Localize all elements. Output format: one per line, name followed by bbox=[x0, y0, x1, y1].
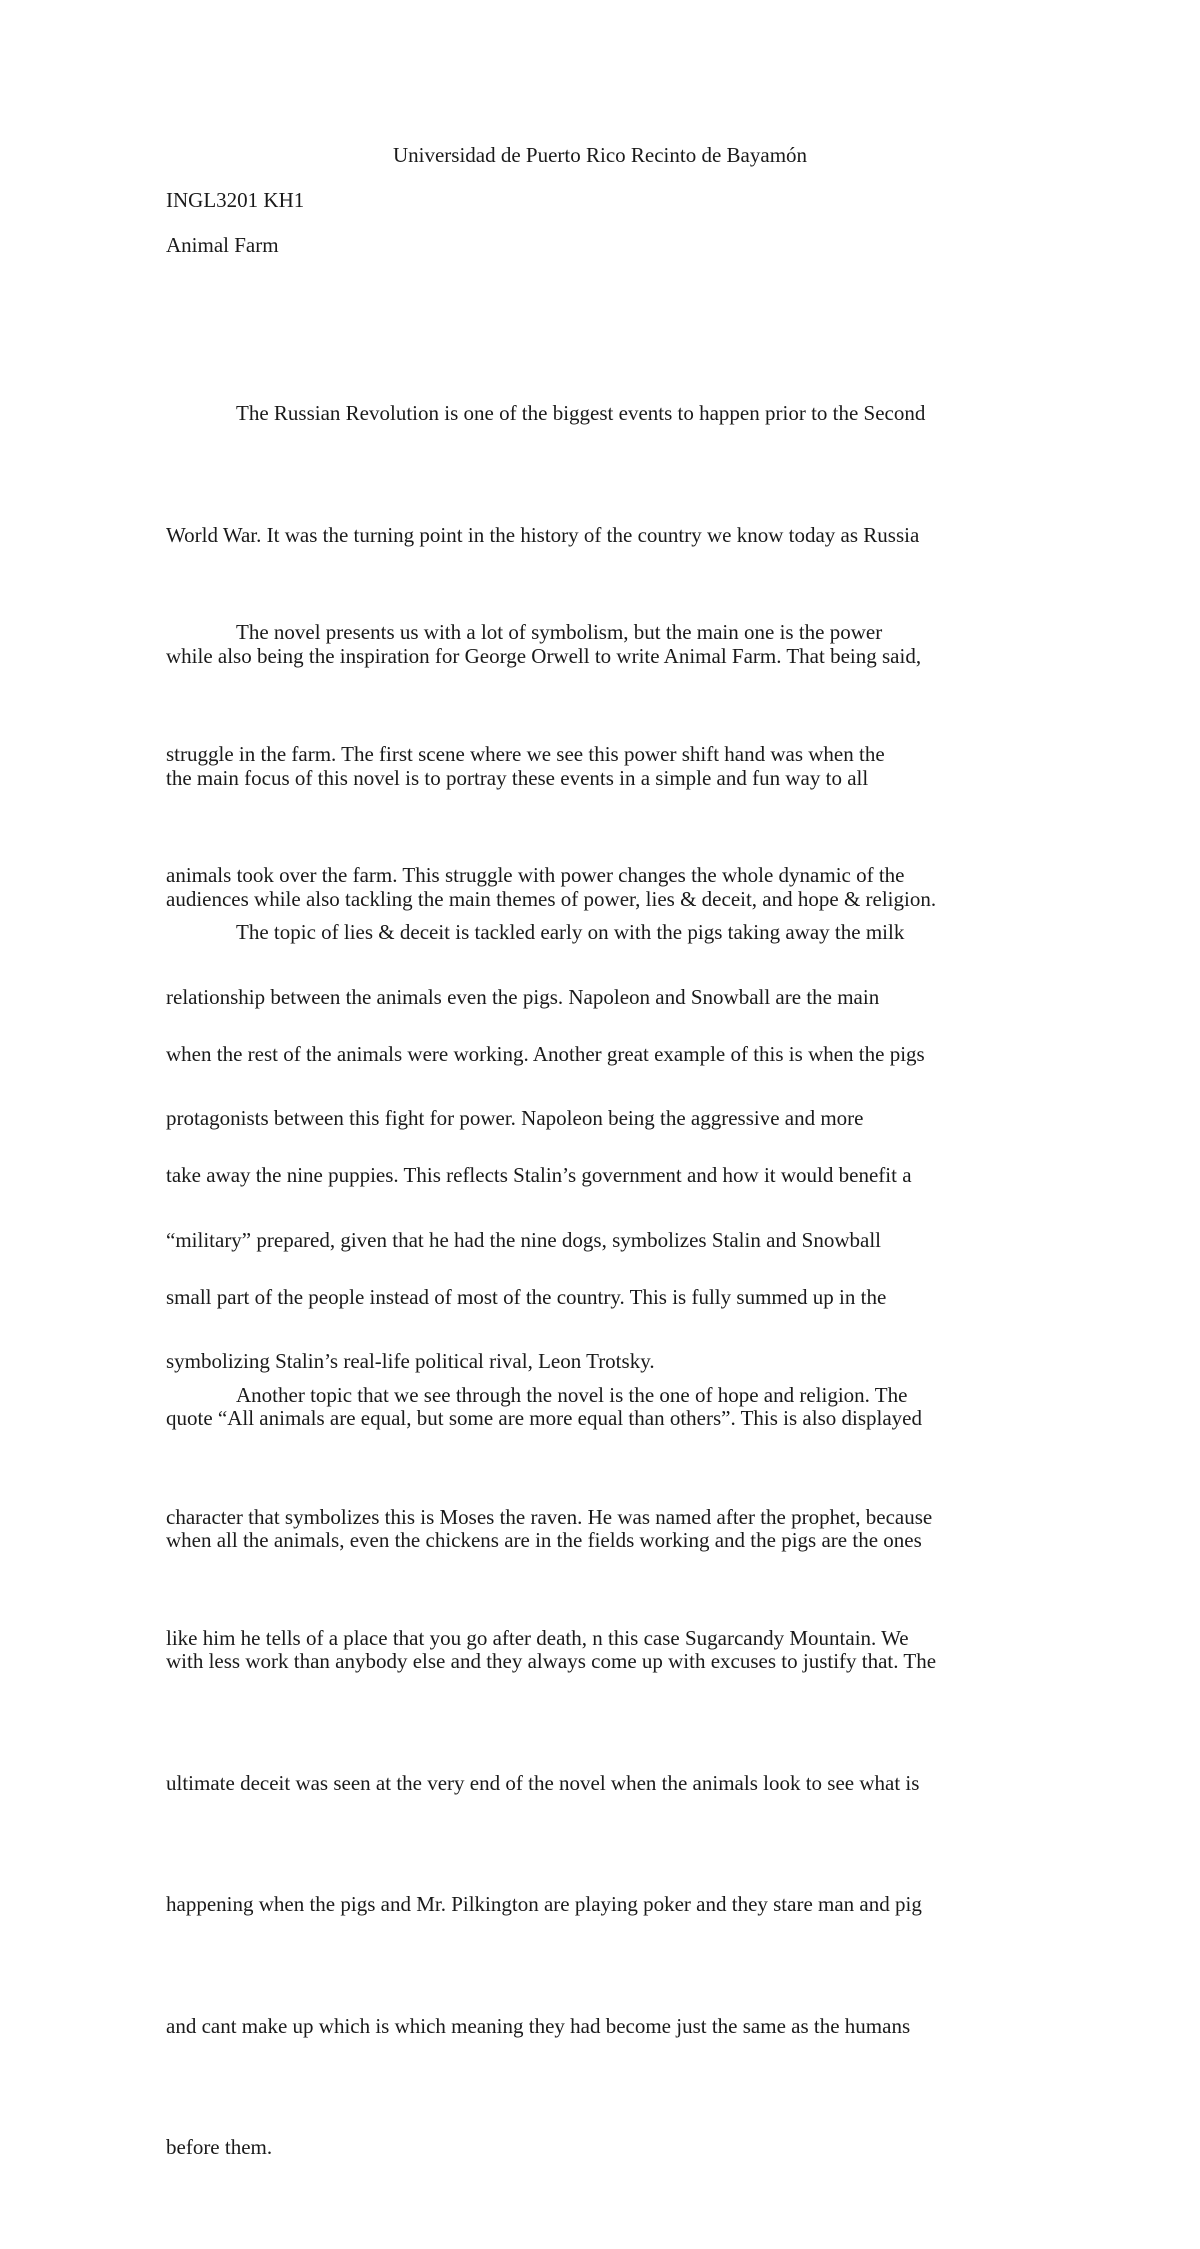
paragraph-line: like him he tells of a place that you go after death, n this case Sugarcandy Mountain. We bbox=[166, 1626, 909, 1650]
paragraph-line: The topic of lies & deceit is tackled early on with the pigs taking away the milk bbox=[236, 920, 905, 944]
paragraph-hope-religion bbox=[166, 1294, 932, 1740]
paragraph-line: when all the animals, even the chickens are in the fields working and the pigs are the ones bbox=[166, 1527, 922, 1552]
paragraph-line: animals took over the farm. This struggle with power changes the whole dynamic of the bbox=[166, 863, 905, 887]
paragraph-line: while also being the inspiration for George Orwell to write Animal Farm. That being said, bbox=[166, 644, 922, 668]
paragraph-line: small part of the people instead of most of the country. This is fully summed up in the bbox=[166, 1284, 887, 1309]
paragraph-line: “military” prepared, given that he had the nine dogs, symbolizes Stalin and Snowball bbox=[166, 1227, 881, 1252]
paragraph-line: ultimate deceit was seen at the very end of the novel when the animals look to see what is bbox=[166, 1770, 920, 1795]
paragraph-line: character that symbolizes this is Moses the raven. He was named after the prophet, because bbox=[166, 1504, 933, 1529]
essay-title: Animal Farm bbox=[166, 233, 279, 257]
paragraph-line: protagonists between this fight for power. Napoleon being the aggressive and more bbox=[166, 1106, 864, 1130]
paragraph-line: and cant make up which is which meaning they had become just the same as the humans bbox=[166, 2013, 911, 2038]
paragraph-line: when the rest of the animals were working. Another great example of this is when the pigs bbox=[166, 1041, 925, 1066]
course-code: INGL3201 KH1 bbox=[166, 188, 305, 212]
paragraph-line: before them. bbox=[166, 2135, 273, 2159]
paragraph-line: World War. It was the turning point in the history of the country we know today as Russia bbox=[166, 522, 920, 547]
paragraph-line: take away the nine puppies. This reflects Stalin’s government and how it would benefit a bbox=[166, 1163, 912, 1187]
paragraph-line: The novel presents us with a lot of symbolism, but the main one is the power bbox=[236, 620, 883, 644]
paragraph-line: The Russian Revolution is one of the biggest events to happen prior to the Second bbox=[236, 401, 926, 425]
paragraph-line: audiences while also tackling the main themes of power, lies & deceit, and hope & religion. bbox=[166, 887, 937, 911]
paragraph-line: Another topic that we see through the novel is the one of hope and religion. The bbox=[236, 1383, 908, 1407]
paragraph-line: quote “All animals are equal, but some are more equal than others”. This is also displayed bbox=[166, 1406, 922, 1430]
paragraph-line: the main focus of this novel is to portray these events in a simple and fun way to all bbox=[166, 765, 869, 790]
paragraph-line: symbolizing Stalin’s real-life political rival, Leon Trotsky. bbox=[166, 1349, 655, 1373]
paragraph-line: struggle in the farm. The first scene where we see this power shift hand was when the bbox=[166, 741, 885, 766]
institution-heading: Universidad de Puerto Rico Recinto de Bayamón bbox=[392, 143, 808, 167]
paragraph-line: relationship between the animals even the pigs. Napoleon and Snowball are the main bbox=[166, 984, 880, 1009]
paragraph-line: happening when the pigs and Mr. Pilkington are playing poker and they stare man and pig bbox=[166, 1892, 922, 1916]
paragraph-line: with less work than anybody else and they always come up with excuses to justify that. The bbox=[166, 1649, 937, 1673]
